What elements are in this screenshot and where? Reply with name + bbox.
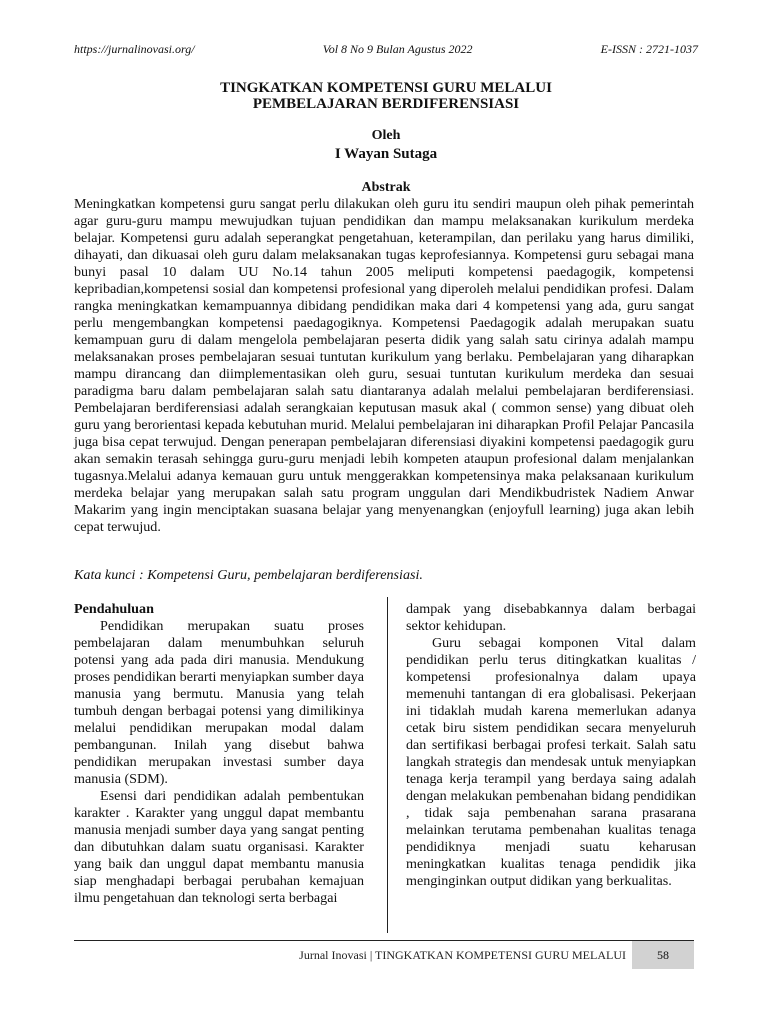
title-line-2: PEMBELAJARAN BERDIFERENSIASI	[252, 96, 520, 112]
left-column	[74, 601, 364, 907]
paragraph: Guru sebagai komponen Vital dalam pendidikan perlu terus ditingkatkan kualitas / kompetensi profesionalnya dalam upaya memenuhi tantangan di era globalisasi. Pekerjaan ini tidaklah mudah karena memerlukan adanya cetak biru sistem pendidikan secara menyeluruh dan sertifikasi berbagai profesi terkait. Salah satu langkah strategis dan mendesak untuk menyiapkan tenaga kerja terampil yang berdaya saing adalah dengan melakukan pembenahan bidang pendidikan , tidak saja pembenahan sarana prasarana melainkan terutama pembenahan kualitas tenaga pendidiknya menjadi suatu keharusan meningkatkan kualitas tenaga pendidik jika menginginkan output didikan yang berkualitas.	[406, 635, 696, 889]
keywords: Kata kunci : Kompetensi Guru, pembelajaran berdiferensiasi.	[74, 567, 423, 583]
byline-label: Oleh	[371, 128, 401, 143]
author-name: I Wayan Sutaga	[334, 146, 438, 162]
issue-info: Vol 8 No 9 Bulan Agustus 2022	[322, 42, 473, 56]
paragraph: Esensi dari pendidikan adalah pembentukan karakter . Karakter yang unggul dapat membantu manusia menjadi sumber daya yang sangat penting dan dibutuhkan dalam suatu organisasi. Karakter yang baik dan unggul dapat membantu manusia siap menghadapi berbagai perubahan kemajuan ilmu pengetahuan dan teknologi serta berbagai	[74, 788, 364, 906]
journal-url: https://jurnalinovasi.org/	[74, 42, 195, 56]
column-divider	[387, 597, 388, 933]
section-heading-pendahuluan: Pendahuluan	[74, 601, 154, 617]
page-number-box	[632, 941, 694, 969]
page-number: 58	[657, 947, 669, 962]
paragraph: dampak yang disebabkannya dalam berbagai sektor kehidupan.	[406, 601, 696, 634]
right-column	[406, 601, 696, 890]
footer-rule	[74, 940, 694, 941]
abstract-heading: Abstrak	[361, 180, 411, 195]
footer-running-title: Jurnal Inovasi | TINGKATKAN KOMPETENSI GURU MELALUI	[299, 948, 626, 962]
abstract-text: Meningkatkan kompetensi guru sangat perlu dilakukan oleh guru itu sendiri maupun oleh pihak pemerintah agar guru-guru mampu mewujudkan tujuan pendidikan dan mampu melaksanakan kurikulum merdeka belajar. Kompetensi guru adalah seperangkat pengetahuan, keterampilan, dan perilaku yang harus dimiliki, dihayati, dan dikuasai oleh guru dalam melaksanakan tugas keprofesiannya. Kompetensi guru sebagai mana bunyi pasal 10 dalam UU No.14 tahun 2005 meliputi kompetensi paedagogik, kompetensi kepribadian,kompetensi sosial dan kompetensi profesional yang diperoleh melalui pendidikan profesi. Dalam rangka meningkatkan kemampuannya dibidang pendidikan maka dari 4 kompetensi yang ada, guru sangat perlu mengembangkan kompetensi paedagogiknya. Kompetensi Paedagogik adalah merupakan suatu kemampuan guru di dalam mengelola pembelajaran peserta didik yang salah satu cirinya adalah mampu melaksanakan proses pembelajaran sesuai tuntutan kurikulum yang berlaku. Pembelajaran yang diharapkan mampu dirancang dan diimplementasikan oleh guru, sesuai tuntutan kurikulum merdeka dan sesuai paradigma baru dalam pembelajaran salah satu diantaranya adalah melalui pembelajaran berdiferensiasi. Pembelajaran berdiferensiasi adalah serangkaian keputusan masuk akal ( common sense) yang dibuat oleh guru yang berorientasi kepada kebutuhan murid. Melalui pembelajaran ini diharapkan Profil Pelajar Pancasila juga bisa cepat terwujud. Dengan penerapan pembelajaran diferensiasi diyakini kompetensi paedagogik guru akan semakin terasah sehingga guru-guru menjadi lebih kompeten ataupun profesional dalam menjalankan tugasnya.Melalui adanya kemauan guru untuk menggerakkan kompetensinya maka pelaksanaan kurikulum merdeka belajar yang merupakan salah satu program unggulan dari Mendikbudristek Nadiem Anwar Makarim yang ingin menciptakan suasana belajar yang menyenangkan (enjoyfull learning) juga akan lebih cepat terwujud.	[74, 196, 694, 535]
paragraph: Pendidikan merupakan suatu proses pembelajaran dalam menumbuhkan seluruh potensi yang ada pada diri manusia. Mendukung proses pendidikan berarti menyiapkan sumber daya manusia yang bermutu. Manusia yang telah tumbuh dengan berbagai potensi yang dimilikinya melalui pendidikan merupakan modal dalam pembangunan. Inilah yang disebut bahwa pendidikan merupakan investasi sumber daya manusia (SDM).	[74, 618, 365, 787]
issn: E-ISSN : 2721-1037	[600, 42, 698, 56]
paper-title	[74, 80, 698, 112]
page-header	[74, 42, 698, 57]
title-line-1: TINGKATKAN KOMPETENSI GURU MELALUI	[220, 80, 552, 96]
byline	[74, 128, 698, 164]
